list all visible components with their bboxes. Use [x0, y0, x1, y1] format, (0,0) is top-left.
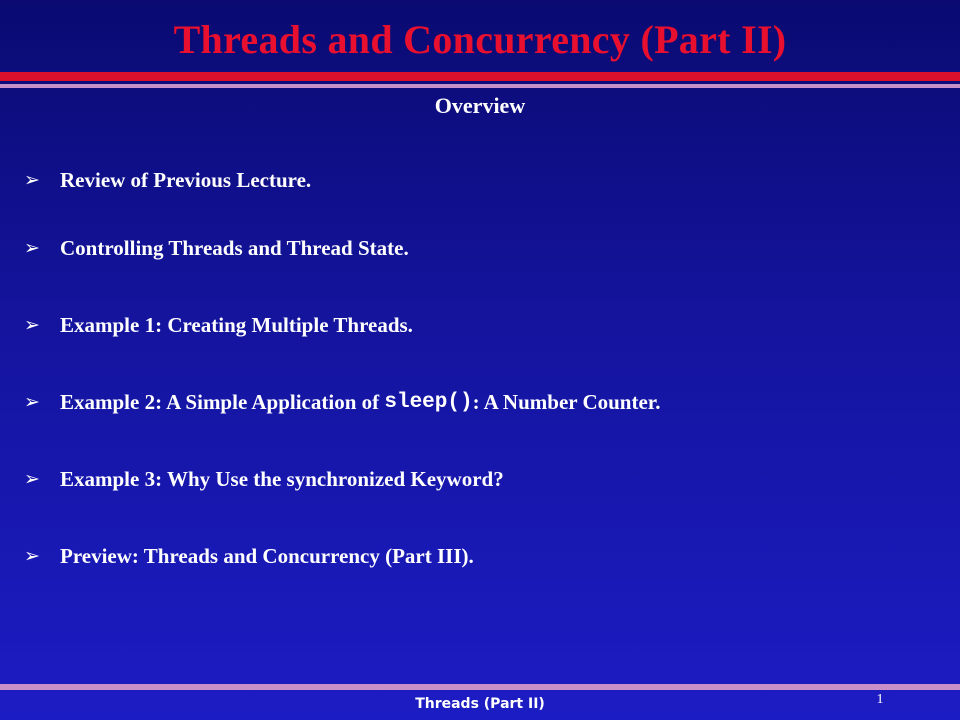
bullet-text: Controlling Threads and Thread State. — [60, 235, 409, 260]
arrow-bullet-icon: ➢ — [24, 468, 40, 490]
footer-divider — [0, 684, 960, 690]
bullet-item — [24, 165, 311, 195]
bullet-item — [24, 310, 413, 340]
bullet-code: sleep() — [384, 390, 473, 414]
arrow-bullet-icon: ➢ — [24, 237, 40, 259]
footer-title: Threads (Part II) — [415, 696, 545, 712]
bullet-text-after-code: : A Number Counter. — [472, 389, 661, 414]
title-divider-pink — [0, 84, 960, 88]
bullet-text: Example 3: Why Use the synchronized Keyword? — [60, 466, 504, 491]
bullet-text: Review of Previous Lecture. — [60, 167, 312, 192]
page-number: 1 — [876, 692, 884, 707]
bullet-item — [24, 541, 474, 571]
bullet-item — [24, 233, 409, 263]
bullet-item — [24, 464, 504, 494]
arrow-bullet-icon: ➢ — [24, 169, 40, 191]
arrow-bullet-icon: ➢ — [24, 314, 40, 336]
bullet-text: Preview: Threads and Concurrency (Part III). — [60, 543, 474, 568]
bullet-text-before-code: Example 2: A Simple Application of — [60, 389, 385, 414]
arrow-bullet-icon: ➢ — [24, 545, 40, 567]
arrow-bullet-icon: ➢ — [24, 391, 40, 413]
slide-subtitle: Overview — [434, 93, 526, 118]
bullet-text: Example 1: Creating Multiple Threads. — [60, 312, 413, 337]
slide-title: Threads and Concurrency (Part II) — [173, 17, 787, 62]
title-divider-red — [0, 72, 960, 81]
bullet-item — [24, 387, 660, 417]
